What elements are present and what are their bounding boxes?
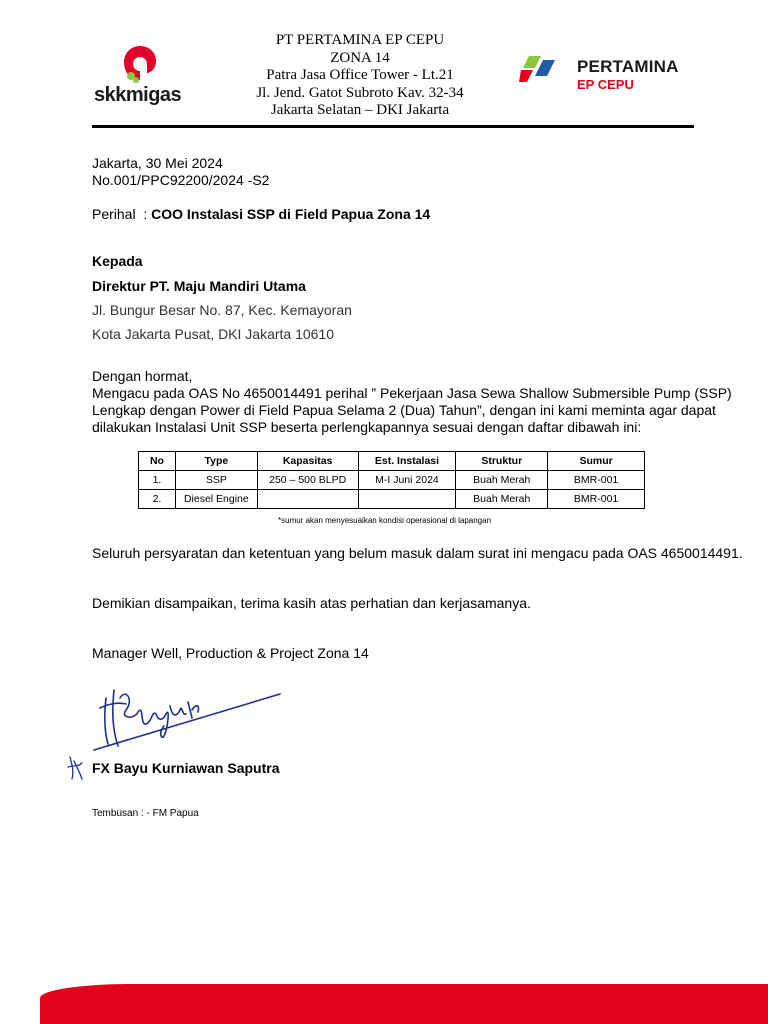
company-name: PT PERTAMINA EP CEPU	[275, 32, 445, 48]
cell-type: SSP	[175, 471, 257, 490]
company-building: Patra Jasa Office Tower - Lt.21	[266, 67, 454, 83]
paragraph-terms: Seluruh persyaratan dan ketentuan yang belum masuk dalam surat ini mengacu pada OAS 4650014491.	[92, 545, 743, 561]
header-divider	[92, 125, 694, 128]
body-line-2: Lengkap dengan Power di Field Papua Selama 2 (Dua) Tahun”, dengan ini kami meminta agar dapat	[92, 402, 716, 418]
letter-number: No.001/PPC92200/2024 -S2	[92, 172, 270, 188]
table-row	[139, 490, 645, 509]
table-note: *sumur akan menyesuaikan kondisi operasional di lapangan	[278, 516, 492, 525]
col-header-sumur: Sumur	[548, 452, 645, 471]
col-header-est-instalasi: Est. Instalasi	[358, 452, 456, 471]
recipient-name: Direktur PT. Maju Mandiri Utama	[92, 278, 306, 294]
cell-type: Diesel Engine	[175, 490, 257, 509]
signature-icon	[92, 680, 287, 755]
col-header-struktur: Struktur	[456, 452, 548, 471]
pertamina-emblem-icon	[519, 54, 575, 84]
company-zone: ZONA 14	[330, 49, 390, 66]
company-city: Jakarta Selatan – DKI Jakarta	[270, 102, 450, 118]
signatory-name: FX Bayu Kurniawan Saputra	[92, 760, 280, 776]
to-label: Kepada	[92, 253, 143, 269]
cell-struktur: Buah Merah	[456, 471, 548, 490]
recipient-address-2: Kota Jakarta Pusat, DKI Jakarta 10610	[92, 326, 335, 342]
cell-struktur: Buah Merah	[456, 490, 548, 509]
letter-date: Jakarta, 30 Mei 2024	[92, 155, 223, 171]
skkmigas-wordmark: skkmigas	[94, 84, 182, 106]
recipient-address-1: Jl. Bungur Besar No. 87, Kec. Kemayoran	[92, 302, 352, 318]
cell-no: 1.	[139, 471, 176, 490]
cell-est-instalasi: M-I Juni 2024	[358, 471, 456, 490]
subject-line: Perihal : COO Instalasi SSP di Field Papua Zona 14	[92, 206, 431, 222]
footer-red-bar	[40, 984, 768, 1024]
col-header-no: No	[139, 452, 176, 471]
skkmigas-emblem-icon	[120, 44, 160, 86]
cell-kapasitas: 250 – 500 BLPD	[257, 471, 358, 490]
closing-remark: Demikian disampaikan, terima kasih atas perhatian dan kerjasamanya.	[92, 595, 531, 611]
cell-sumur: BMR-001	[548, 490, 645, 509]
col-header-kapasitas: Kapasitas	[257, 452, 358, 471]
pertamina-logo	[519, 52, 689, 96]
company-street: Jl. Jend. Gatot Subroto Kav. 32-34	[256, 84, 464, 101]
pertamina-subbrand: EP CEPU	[577, 77, 634, 92]
installation-table	[138, 451, 645, 509]
col-header-type: Type	[175, 452, 257, 471]
signatory-title: Manager Well, Production & Project Zona 14	[92, 645, 369, 661]
company-address-block	[235, 32, 485, 120]
table-header-row	[139, 452, 645, 471]
subject-text: COO Instalasi SSP di Field Papua Zona 14	[151, 206, 431, 222]
body-line-3: dilakukan Instalasi Unit SSP beserta perlengkapannya sesuai dengan daftar dibawah ini:	[92, 419, 642, 435]
pertamina-wordmark: PERTAMINA	[577, 57, 679, 76]
subject-label: Perihal	[92, 206, 136, 222]
initials-icon	[66, 755, 84, 781]
cc-line: Tembusan : - FM Papua	[92, 808, 199, 819]
greeting: Dengan hormat,	[92, 368, 193, 384]
cell-sumur: BMR-001	[548, 471, 645, 490]
cell-no: 2.	[139, 490, 176, 509]
body-line-1: Mengacu pada OAS No 4650014491 perihal ” Pekerjaan Jasa Sewa Shallow Submersible Pump (SSP)	[92, 385, 732, 401]
cell-kapasitas	[257, 490, 358, 509]
table-row	[139, 471, 645, 490]
cell-est-instalasi	[358, 490, 456, 509]
skkmigas-logo	[92, 44, 192, 106]
